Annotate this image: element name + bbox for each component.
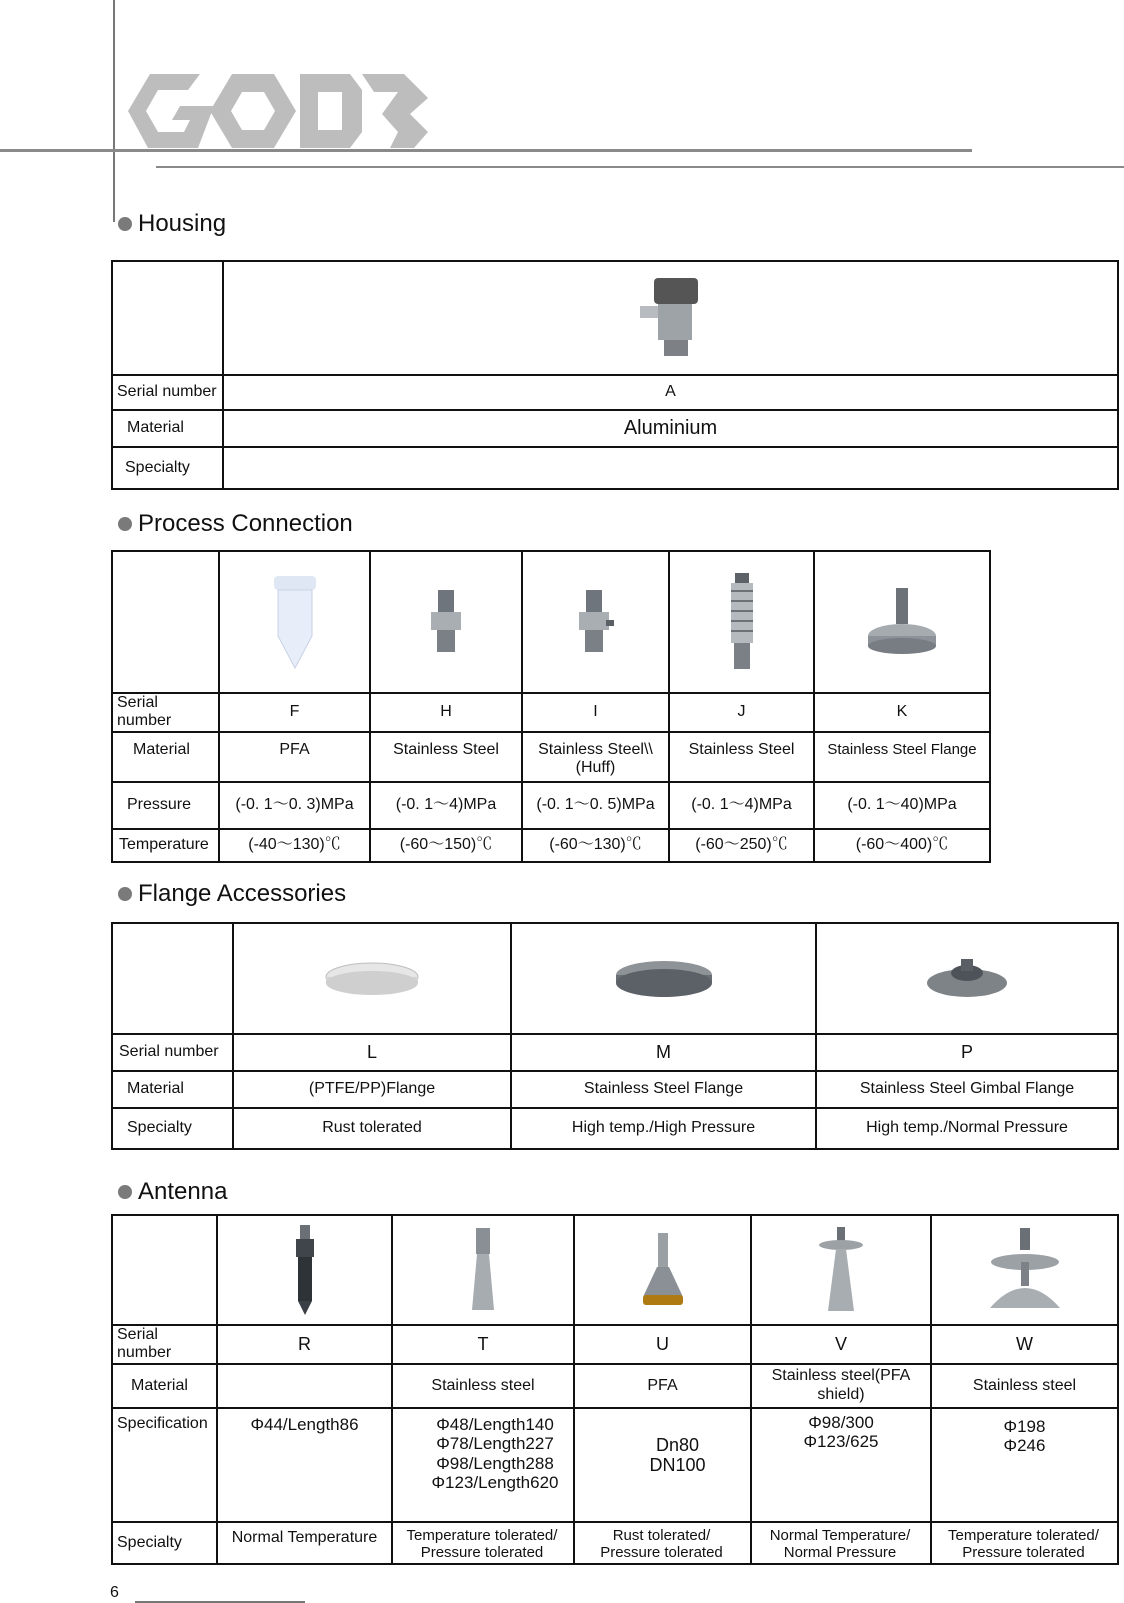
antenna-specialty-cell xyxy=(751,1522,931,1564)
antenna-image-cell xyxy=(751,1215,931,1325)
antenna-specialty-line: Normal Temperature/ xyxy=(769,1526,911,1544)
antenna-spec-cell xyxy=(392,1408,574,1522)
antenna-image-cell xyxy=(574,1215,751,1325)
antenna-specialty-cell xyxy=(217,1522,392,1564)
process-image-cell xyxy=(814,551,990,693)
housing-image-label-cell xyxy=(112,261,223,375)
antenna-specialty-line: Temperature tolerated/ xyxy=(406,1526,558,1544)
row-label: Specification xyxy=(112,1408,217,1522)
antenna-specialty-line: Normal Pressure xyxy=(783,1544,897,1562)
horn-antenna-image xyxy=(468,1228,498,1312)
flange-material: (PTFE/PP)Flange xyxy=(233,1071,511,1108)
process-material: Stainless Steel Flange xyxy=(814,732,990,782)
antenna-image-cell xyxy=(931,1215,1118,1325)
process-material: Stainless Steel\\ xyxy=(538,740,653,758)
antenna-title: Antenna xyxy=(138,1178,228,1205)
flange-serial: M xyxy=(511,1034,816,1071)
goda-logo xyxy=(128,74,428,148)
process-pressure: (-0. 1～40)MPa xyxy=(814,782,990,829)
flange-specialty: High temp./High Pressure xyxy=(511,1108,816,1149)
housing-heading xyxy=(118,210,226,238)
flange-specialty: Rust tolerated xyxy=(233,1108,511,1149)
housing-specialty xyxy=(223,447,1118,489)
stainless-connection-image xyxy=(429,590,463,654)
bullet-icon xyxy=(118,517,132,531)
process-serial: J xyxy=(669,693,814,732)
row-label: Material xyxy=(112,1071,233,1108)
process-pressure: (-0. 1～4)MPa xyxy=(370,782,522,829)
antenna-specialty-line: Temperature tolerated/ xyxy=(948,1526,1099,1544)
process-serial: F xyxy=(219,693,370,732)
row-label: Serial number xyxy=(112,1325,217,1364)
antenna-serial: R xyxy=(217,1325,392,1364)
flange-connection-image xyxy=(866,588,938,656)
bullet-icon xyxy=(118,217,132,231)
row-label: Serial number xyxy=(112,375,223,410)
housing-table xyxy=(111,260,1119,490)
process-material: PFA xyxy=(219,732,370,782)
antenna-spec-line: Φ246 xyxy=(1003,1436,1046,1456)
antenna-serial: W xyxy=(931,1325,1118,1364)
antenna-material: Stainless steel xyxy=(392,1364,574,1408)
header-rule-top xyxy=(0,149,972,152)
process-temperature: (-40～130)℃ xyxy=(219,829,370,862)
flange-material: Stainless Steel Flange xyxy=(511,1071,816,1108)
antenna-serial: U xyxy=(574,1325,751,1364)
antenna-spec-cell xyxy=(751,1408,931,1522)
antenna-spec-cell xyxy=(574,1408,751,1522)
antenna-spec-line: Φ98/Length288 xyxy=(436,1453,554,1473)
flange-image-label-cell xyxy=(112,923,233,1034)
housing-title: Housing xyxy=(138,210,227,237)
process-image-cell xyxy=(669,551,814,693)
dish-antenna-image xyxy=(986,1228,1064,1312)
antenna-serial: V xyxy=(751,1325,931,1364)
antenna-heading xyxy=(118,1178,227,1206)
process-image-cell xyxy=(522,551,669,693)
header-rule-bottom xyxy=(156,166,1124,168)
process-image-cell xyxy=(219,551,370,693)
antenna-image-cell xyxy=(217,1215,392,1325)
antenna-material: Stainless steel xyxy=(931,1364,1118,1408)
left-vertical-rule xyxy=(113,0,115,222)
steel-flange-image xyxy=(614,957,714,1001)
process-pressure: (-0. 1～0. 5)MPa xyxy=(522,782,669,829)
antenna-material xyxy=(217,1364,392,1408)
antenna-specialty-line: Rust tolerated/ xyxy=(612,1526,711,1544)
housing-serial: A xyxy=(223,375,1118,410)
process-material-note: (Huff) xyxy=(575,759,616,777)
process-material: Stainless Steel xyxy=(669,732,814,782)
flange-image-cell xyxy=(511,923,816,1034)
antenna-serial: T xyxy=(392,1325,574,1364)
housing-image-cell xyxy=(223,261,1118,375)
bullet-icon xyxy=(118,887,132,901)
process-pressure: (-0. 1～0. 3)MPa xyxy=(219,782,370,829)
row-label: Serial number xyxy=(112,693,219,732)
antenna-specialty-line: Pressure tolerated xyxy=(962,1544,1085,1562)
antenna-specialty-line: Pressure tolerated xyxy=(600,1544,723,1562)
flange-material: Stainless Steel Gimbal Flange xyxy=(816,1071,1118,1108)
pfa-connection-image xyxy=(268,574,322,670)
row-label: Material xyxy=(112,410,223,447)
page-number: 6 xyxy=(110,1584,119,1601)
row-label: Specialty xyxy=(112,447,223,489)
process-temperature: (-60～130)℃ xyxy=(522,829,669,862)
antenna-specialty-cell xyxy=(931,1522,1118,1564)
process-material: Stainless Steel xyxy=(370,732,522,782)
antenna-specialty-cell xyxy=(574,1522,751,1564)
huff-connection-image xyxy=(576,590,616,654)
process-table xyxy=(111,550,991,863)
antenna-image-label-cell xyxy=(112,1215,217,1325)
antenna-spec-line: Φ48/Length140 xyxy=(436,1414,554,1434)
process-pressure: (-0. 1～4)MPa xyxy=(669,782,814,829)
antenna-spec-line: Φ44/Length86 xyxy=(250,1414,359,1434)
flange-table xyxy=(111,922,1119,1150)
antenna-specialty-line: Normal Temperature xyxy=(231,1528,378,1546)
flange-serial: P xyxy=(816,1034,1118,1071)
antenna-spec-cell xyxy=(931,1408,1118,1522)
antenna-material: PFA xyxy=(574,1364,751,1408)
row-label: Serial number xyxy=(112,1034,233,1071)
antenna-specialty-cell xyxy=(392,1522,574,1564)
antenna-image-cell xyxy=(392,1215,574,1325)
process-serial: I xyxy=(522,693,669,732)
bullet-icon xyxy=(118,1185,132,1199)
process-title: Process Connection xyxy=(138,510,353,537)
flange-title: Flange Accessories xyxy=(138,880,347,907)
process-heading xyxy=(118,510,353,538)
row-label: Temperature xyxy=(112,829,219,862)
flange-heading xyxy=(118,880,346,908)
antenna-spec-line: Φ198 xyxy=(1003,1416,1046,1436)
antenna-table xyxy=(111,1214,1119,1565)
process-material-cell xyxy=(522,732,669,782)
antenna-spec-line: Φ98/300 xyxy=(808,1412,874,1432)
antenna-specialty-line: Pressure tolerated xyxy=(420,1544,544,1562)
process-image-label-cell xyxy=(112,551,219,693)
housing-image xyxy=(636,276,706,360)
antenna-spec-cell xyxy=(217,1408,392,1522)
process-temperature: (-60～150)℃ xyxy=(370,829,522,862)
row-label: Material xyxy=(112,732,219,782)
pfa-horn-antenna-image xyxy=(639,1233,687,1307)
process-temperature: (-60～250)℃ xyxy=(669,829,814,862)
gimbal-flange-image xyxy=(925,957,1009,1001)
row-label: Pressure xyxy=(112,782,219,829)
row-label: Material xyxy=(112,1364,217,1408)
rod-antenna-image xyxy=(290,1225,320,1315)
housing-material: Aluminium xyxy=(223,410,1118,447)
antenna-material: Stainless steel(PFA shield) xyxy=(751,1364,931,1408)
process-temperature: (-60～400)℃ xyxy=(814,829,990,862)
flange-serial: L xyxy=(233,1034,511,1071)
row-label: Specialty xyxy=(112,1108,233,1149)
flange-image-cell xyxy=(233,923,511,1034)
antenna-spec-line: Φ123/Length620 xyxy=(431,1473,559,1493)
flange-specialty: High temp./Normal Pressure xyxy=(816,1108,1118,1149)
antenna-spec-line: Φ123/625 xyxy=(803,1432,879,1452)
process-serial: H xyxy=(370,693,522,732)
row-label: Specialty xyxy=(112,1522,217,1564)
process-image-cell xyxy=(370,551,522,693)
antenna-spec-line: Φ78/Length227 xyxy=(436,1434,554,1454)
finned-connection-image xyxy=(725,573,759,671)
antenna-spec-line: Dn80 xyxy=(655,1434,700,1455)
flanged-horn-antenna-image xyxy=(816,1227,866,1313)
ptfe-flange-image xyxy=(324,959,420,999)
antenna-spec-line: DN100 xyxy=(649,1455,706,1476)
flange-image-cell xyxy=(816,923,1118,1034)
process-serial: K xyxy=(814,693,990,732)
